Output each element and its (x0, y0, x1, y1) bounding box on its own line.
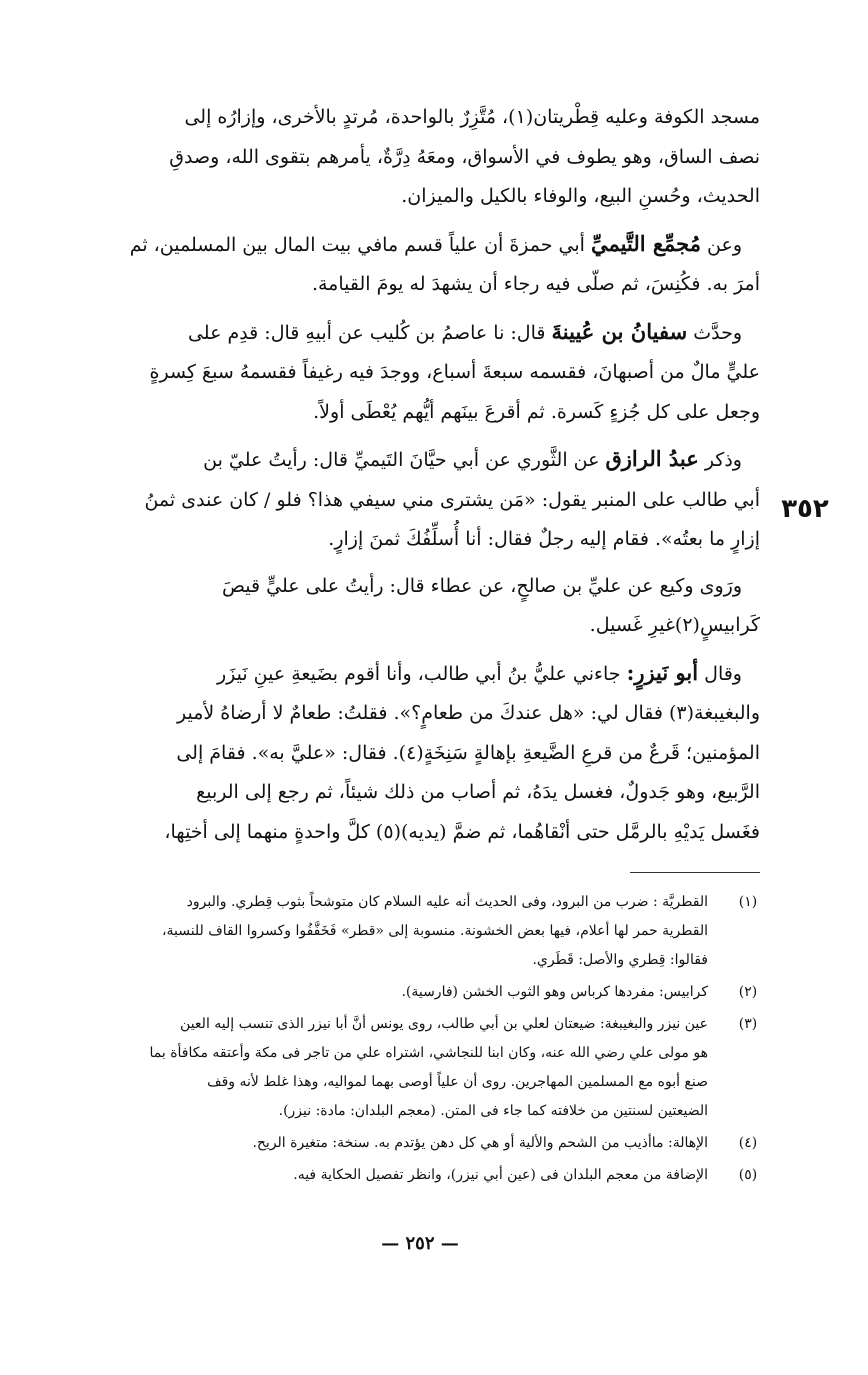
footnote-line: الضيعتين لسنتين من خلافته كما جاء فى المتن. (معجم البلدان: مادة: نيزر). (278, 1103, 708, 1119)
text-line (100, 653, 760, 695)
text-line: مسجد الكوفة وعليه قِطْريتان(١)، مُتَّزِرٌ بالواحدة، مُرتدٍ بالأخرى، وإزارُه إلى (184, 106, 760, 128)
text-line: وجعل على كل جُزءٍ كَسرة. ثم أقرعَ بينَهم أيُّهم يُعْطَى أولاً. (313, 400, 760, 423)
text-line: عليٍّ مالٌ من أصبهانَ، فقسمه سبعةَ أسباع، ووجدَ فيه رغيفاً فقسمهُ سبعَ كِسرةٍ (149, 361, 760, 383)
footnote-line: صنع أبوه مع المسلمين المهاجرين. روى أن علياً أوصى بهما لمواليه، وهذا غلط لأنه وقف (207, 1074, 708, 1090)
text-line: أبي طالب على المنبر يقول: «مَن يشترى مني سيفي هذا؟ فلو / كان عندى ثمنُ (144, 488, 760, 511)
text-line (100, 312, 760, 354)
line-text: جاءني عليُّ بنُ أبي طالب، وأنا أقوم بضَيعةِ عينِ نَيزَر (216, 662, 627, 685)
footnote-number: (٥) (738, 1167, 758, 1183)
text-line (100, 224, 760, 266)
narrator-name: عبدُ الرازق (605, 446, 699, 471)
lead-word: وقال (698, 662, 742, 685)
footnotes (100, 888, 768, 1193)
paragraph (100, 439, 760, 560)
footnote (100, 978, 768, 1007)
line-text: عن الثَّوري عن أبي حيَّانَ التَيميِّ قال: رأيتُ عليّ بن (203, 449, 606, 471)
line-text: قال: نا عاصمُ بن كُليب عن أبيهِ قال: قدِم على (187, 321, 552, 344)
text-line: أمرَ به. فكُنِسَ، ثم صلّى فيه رجاء أن يشهدَ له يومَ القيامة. (311, 273, 760, 295)
footnote-number: (٣) (738, 1016, 758, 1032)
footnote (100, 1161, 768, 1190)
text-line: الحديث، وحُسنِ البيع، والوفاء بالكيل والميزان. (401, 185, 760, 207)
footnote-line: كرابيس: مفردها كرباس وهو الثوب الخشن (فارسية). (401, 984, 708, 1000)
text-line: المؤمنين؛ قَرعٌ من قرعِ الضَّيعةِ بإهالةٍ سَنِخَةٍ(٤). فقال: «عليَّ به». فقامَ إلى (176, 741, 760, 764)
footnote-line: الإهالة: ماأذيب من الشحم والألية أو هي كل دهن يؤتدم به. سنخة: متغيرة الريح. (252, 1135, 708, 1151)
footnote (100, 1129, 768, 1158)
footnote-line: القطرية حمر لها أعلام، فيها بعض الخشونة. منسوبة إلى «قطر» فَخَفَّفُوا وكسروا القاف للنسبة، (161, 923, 708, 939)
paragraph (100, 224, 760, 305)
footnote (100, 1010, 768, 1126)
footnote (100, 888, 768, 975)
main-text (100, 98, 760, 859)
text-line: الرَّبيع، وهو جَدولٌ، فغسل يدَهُ، ثم أصاب من ذلك شيئاً، ثم رجع إلى الربيع (196, 781, 760, 803)
page-number: — ٢٥٢ — (381, 1233, 459, 1254)
text-line: فغَسل يَديْهِ بالرمَّل حتى أنْقاهُما، ثم ضمَّ (يديه)(٥) كلَّ واحدةٍ منهما إلى أختِها، (164, 820, 760, 843)
footnote-number: (٤) (738, 1135, 758, 1151)
footnote-line: القطريَّة : ضرب من البرود، وفى الحديث أنه عليه السلام كان متوشحاً بثوب قِطري. والبرود (186, 894, 708, 910)
footnote-line: عين نيزر والبغيبغة: ضيعتان لعلي بن أبي طالب، روى يونس أنَّ أبا نيزر الذى تنسب إليه العين (180, 1016, 708, 1032)
text-line: إزارٍ ما بعتُه». فقام إليه رجلٌ فقال: أنا أُسلِّفُكَ ثمنَ إزارٍ. (328, 528, 760, 550)
text-line: نصف الساق، وهو يطوف في الأسواق، ومعَهُ دِرَّةٌ، يأمرهم بتقوى الله، وصدقِ (169, 145, 760, 168)
footnote-separator (630, 872, 760, 873)
footnote-number: (١) (738, 894, 758, 910)
text-line: كَرابيسٍ(٢)غيرِ غَسيل. (589, 614, 760, 636)
paragraph (100, 312, 760, 433)
narrator-name: سفيانُ بن عُيينةَ (551, 318, 688, 344)
footnote-line: فقالوا: قِطري والأصل: قَطَري. (532, 952, 708, 968)
narrator-name: أبو نَيزرٍ: (626, 659, 699, 685)
text-line (100, 439, 760, 481)
footnote-line: الإضافة من معجم البلدان فى (عين أبي نيزر)، وانظر تفصيل الحكاية فيه. (293, 1167, 708, 1183)
paragraph (100, 653, 760, 853)
paragraph (100, 567, 760, 646)
footnote-number: (٢) (738, 984, 758, 1000)
text-line: ورَوى وكيع عن عليِّ بن صالحٍ، عن عطاء قال: رأيتُ على عليٍّ قيصَ (221, 574, 742, 597)
line-text: أبي حمزةَ أن علياً قسم مافي بيت المال بين المسلمين، ثم (129, 233, 591, 256)
margin-page-number: ٣٥٢ (781, 494, 829, 524)
lead-word: وحدَّث (687, 321, 742, 344)
footnote-line: هو مولى علي رضي الله عنه، وكان ابنا للنجاشي، اشتراه علي من تاجر فى مكة وأعتقه مكافأة بما (149, 1045, 708, 1061)
lead-word: وذكر (698, 449, 742, 471)
text-line: والبغيبغة(٣) فقال لي: «هل عندكَ من طعامٍ؟». فقلتُ: طعامٌ لا أرضاهُ لأمير (176, 702, 760, 724)
lead-word: وعن (700, 233, 742, 256)
paragraph (100, 98, 760, 217)
narrator-name: مُجمِّع التَّيميِّ (591, 230, 701, 256)
